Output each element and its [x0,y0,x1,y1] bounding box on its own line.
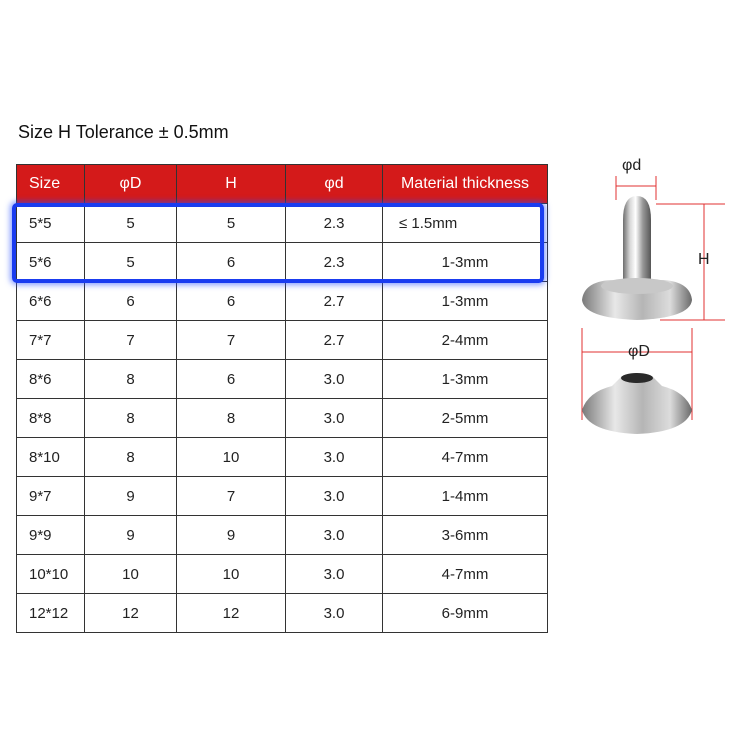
cell-inner-diameter: 3.0 [286,438,383,477]
cell-height: 6 [177,243,286,282]
cell-height: 6 [177,360,286,399]
rivet-diagram [560,140,750,460]
header-height: H [177,165,286,204]
cell-inner-diameter: 2.3 [286,243,383,282]
header-inner-diameter: φd [286,165,383,204]
cell-inner-diameter: 3.0 [286,594,383,633]
size-table [16,164,548,633]
cell-material-thickness: 6-9mm [383,594,548,633]
table-row [17,594,548,633]
table-header-row [17,165,548,204]
cell-outer-diameter: 5 [85,204,177,243]
cell-outer-diameter: 9 [85,477,177,516]
rivet-base-icon [582,376,692,434]
rivet-cap-rim-icon [601,278,673,294]
cell-material-thickness: 1-3mm [383,360,548,399]
table-row [17,360,548,399]
cell-size: 12*12 [17,594,85,633]
cell-material-thickness: ≤ 1.5mm [383,204,548,243]
header-material-thickness: Material thickness [383,165,548,204]
cell-outer-diameter: 5 [85,243,177,282]
cell-size: 6*6 [17,282,85,321]
cell-inner-diameter: 3.0 [286,516,383,555]
header-size: Size [17,165,85,204]
table-row [17,282,548,321]
table-row [17,399,548,438]
cell-material-thickness: 4-7mm [383,555,548,594]
cell-size: 8*6 [17,360,85,399]
cell-size: 8*8 [17,399,85,438]
cell-size: 5*5 [17,204,85,243]
table-row [17,204,548,243]
height-label: H [698,251,710,268]
cell-inner-diameter: 3.0 [286,360,383,399]
cell-outer-diameter: 8 [85,399,177,438]
cell-height: 10 [177,438,286,477]
table-row [17,477,548,516]
cell-inner-diameter: 3.0 [286,477,383,516]
cell-material-thickness: 4-7mm [383,438,548,477]
cell-inner-diameter: 3.0 [286,555,383,594]
header-outer-diameter: φD [85,165,177,204]
cell-inner-diameter: 2.7 [286,321,383,360]
cell-inner-diameter: 3.0 [286,399,383,438]
cell-outer-diameter: 10 [85,555,177,594]
cell-size: 9*9 [17,516,85,555]
cell-size: 8*10 [17,438,85,477]
cell-size: 9*7 [17,477,85,516]
table-row [17,438,548,477]
cell-outer-diameter: 8 [85,360,177,399]
cell-material-thickness: 3-6mm [383,516,548,555]
cell-material-thickness: 1-4mm [383,477,548,516]
cell-height: 12 [177,594,286,633]
cell-size: 5*6 [17,243,85,282]
cell-material-thickness: 2-4mm [383,321,548,360]
rivet-base-hole-icon [621,373,653,383]
cell-outer-diameter: 9 [85,516,177,555]
table-row [17,243,548,282]
cell-height: 10 [177,555,286,594]
table-row [17,516,548,555]
cell-size: 7*7 [17,321,85,360]
cell-material-thickness: 2-5mm [383,399,548,438]
cell-height: 8 [177,399,286,438]
page-title: Size H Tolerance ± 0.5mm [18,122,229,142]
cell-height: 7 [177,321,286,360]
cell-height: 5 [177,204,286,243]
cell-material-thickness: 1-3mm [383,243,548,282]
cell-height: 6 [177,282,286,321]
table-row [17,321,548,360]
cell-outer-diameter: 6 [85,282,177,321]
cell-size: 10*10 [17,555,85,594]
cell-height: 7 [177,477,286,516]
cell-material-thickness: 1-3mm [383,282,548,321]
cell-outer-diameter: 12 [85,594,177,633]
table-row [17,555,548,594]
outer-diameter-label: φD [628,343,650,360]
cell-inner-diameter: 2.7 [286,282,383,321]
cell-height: 9 [177,516,286,555]
cell-outer-diameter: 7 [85,321,177,360]
rivet-post-icon [623,196,651,290]
inner-diameter-label: φd [622,157,642,174]
cell-outer-diameter: 8 [85,438,177,477]
cell-inner-diameter: 2.3 [286,204,383,243]
